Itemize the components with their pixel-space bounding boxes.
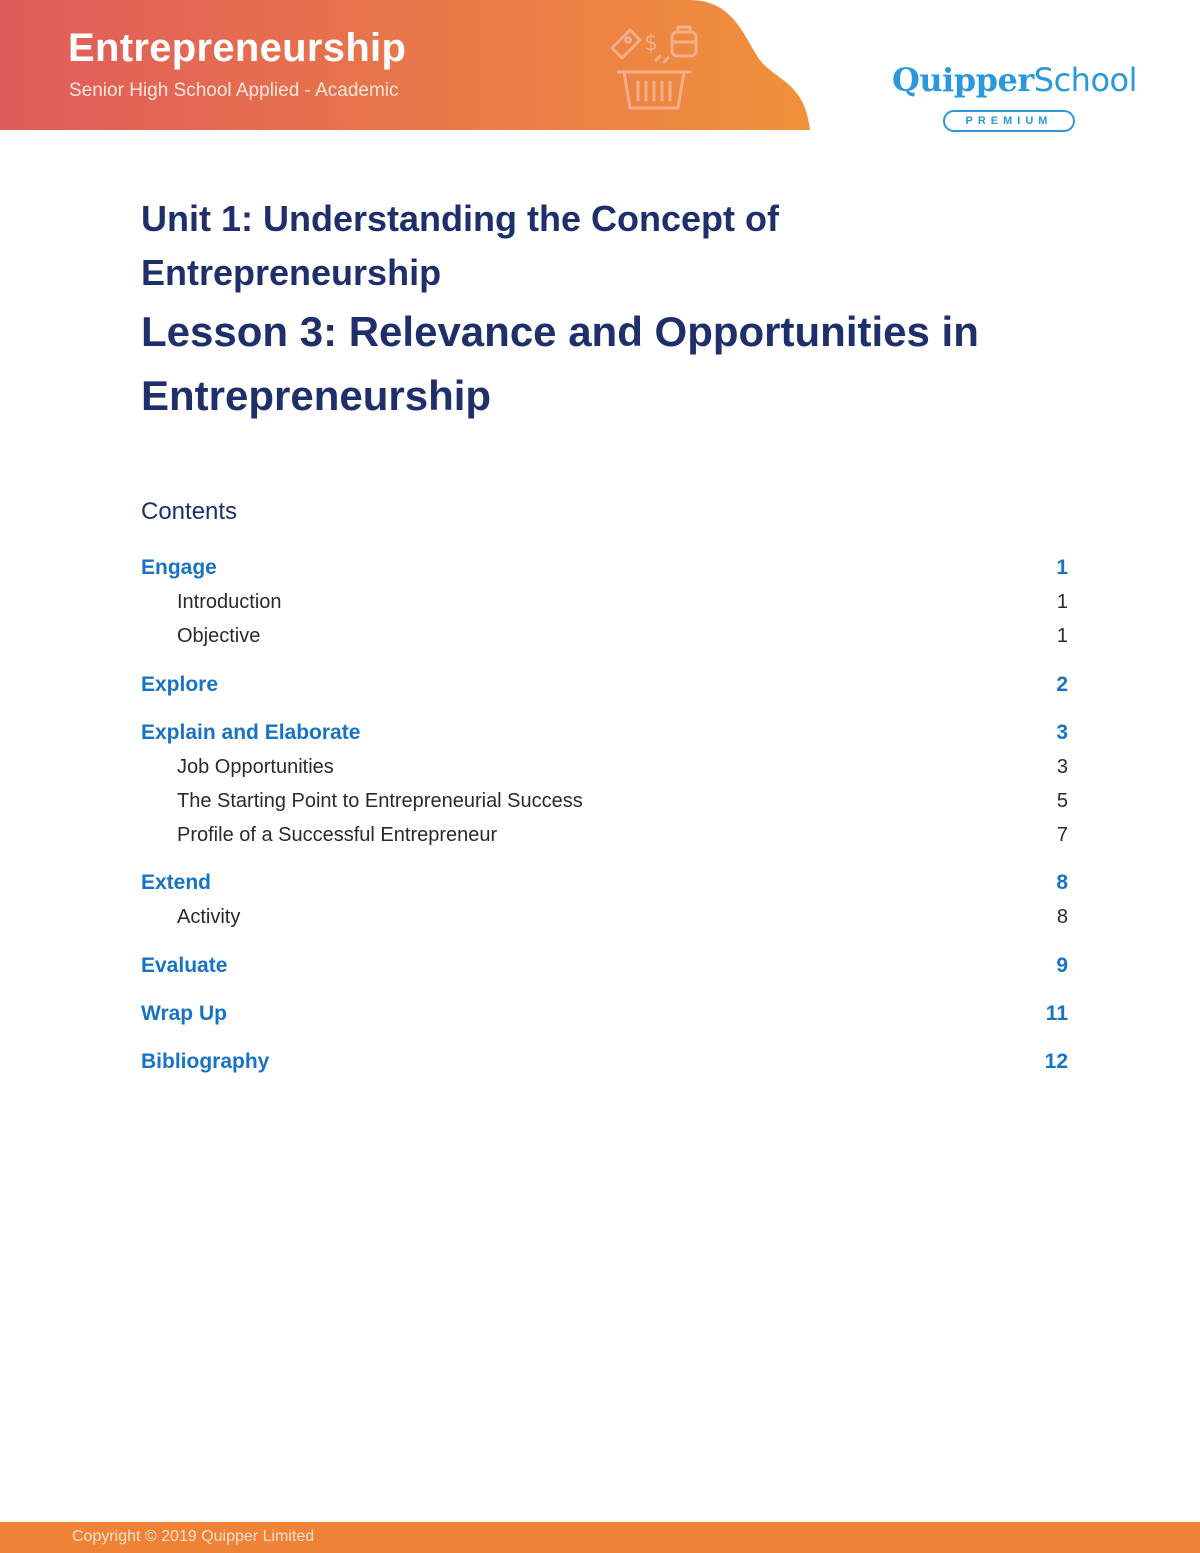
shopping-basket-icon xyxy=(604,20,704,115)
toc-entry-wrap-up[interactable] xyxy=(141,999,1068,1029)
toc-entry-label: Objective xyxy=(177,625,261,647)
toc-entry-page: 5 xyxy=(1056,790,1068,812)
toc-entry-bibliography[interactable] xyxy=(141,1047,1068,1077)
quipper-school-logo xyxy=(892,58,1137,127)
toc-entry-label: Engage xyxy=(141,556,217,579)
toc-entry-label: Bibliography xyxy=(141,1050,270,1073)
unit-title: Unit 1: Understanding the Concept of Entrepreneurship xyxy=(141,198,779,293)
toc-entry-label: Introduction xyxy=(177,591,282,613)
contents-heading: Contents xyxy=(141,498,238,525)
brand-name xyxy=(892,58,1137,101)
toc-entry-explain-and-elaborate[interactable] xyxy=(141,718,1068,748)
copyright-text: Copyright © 2019 Quipper Limited xyxy=(72,1528,315,1545)
toc-entry-page: 12 xyxy=(1044,1050,1068,1073)
lesson-title: Lesson 3: Relevance and Opportunities in Entrepreneurship xyxy=(141,308,979,419)
toc-entry-page: 3 xyxy=(1056,721,1068,744)
toc-entry-objective[interactable] xyxy=(141,621,1068,651)
premium-badge: PREMIUM xyxy=(943,110,1075,132)
svg-text:$: $ xyxy=(644,31,658,56)
toc-entry-label: Extend xyxy=(141,871,212,894)
toc-entry-job-opportunities[interactable] xyxy=(141,752,1068,782)
toc-entry-evaluate[interactable] xyxy=(141,951,1068,981)
toc-entry-introduction[interactable] xyxy=(141,587,1068,617)
toc-entry-explore[interactable] xyxy=(141,670,1068,700)
toc-entry-label: Explore xyxy=(141,673,219,696)
toc-entry-page: 1 xyxy=(1056,625,1068,647)
brand-name-part1: Quipper xyxy=(892,61,1034,99)
toc-entry-starting-point[interactable] xyxy=(141,786,1068,816)
toc-entry-profile[interactable] xyxy=(141,820,1068,850)
toc-entry-page: 8 xyxy=(1056,871,1068,894)
toc-entry-page: 8 xyxy=(1056,906,1068,928)
toc-entry-page: 11 xyxy=(1045,1002,1068,1025)
toc-entry-engage[interactable] xyxy=(141,553,1068,583)
toc-entry-label: Profile of a Successful Entrepreneur xyxy=(177,824,498,846)
brand-name-part2: School xyxy=(1033,61,1137,99)
page-footer xyxy=(0,1522,1200,1553)
toc-entry-page: 1 xyxy=(1056,591,1068,613)
toc-entry-activity[interactable] xyxy=(141,902,1068,932)
toc-entry-extend[interactable] xyxy=(141,868,1068,898)
toc-entry-page: 7 xyxy=(1056,824,1068,846)
toc-entry-page: 9 xyxy=(1056,954,1068,977)
toc-entry-label: The Starting Point to Entrepreneurial Success xyxy=(177,790,583,812)
toc-entry-label: Job Opportunities xyxy=(177,756,334,778)
toc-entry-page: 1 xyxy=(1056,556,1068,579)
course-subtitle: Senior High School Applied - Academic xyxy=(69,80,399,101)
toc-entry-label: Explain and Elaborate xyxy=(141,721,361,744)
toc-entry-page: 3 xyxy=(1056,756,1068,778)
toc-entry-label: Wrap Up xyxy=(141,1002,227,1025)
toc-entry-label: Evaluate xyxy=(141,954,228,977)
course-title: Entrepreneurship xyxy=(68,26,407,70)
toc-entry-label: Activity xyxy=(177,906,241,928)
toc-entry-page: 2 xyxy=(1056,673,1068,696)
